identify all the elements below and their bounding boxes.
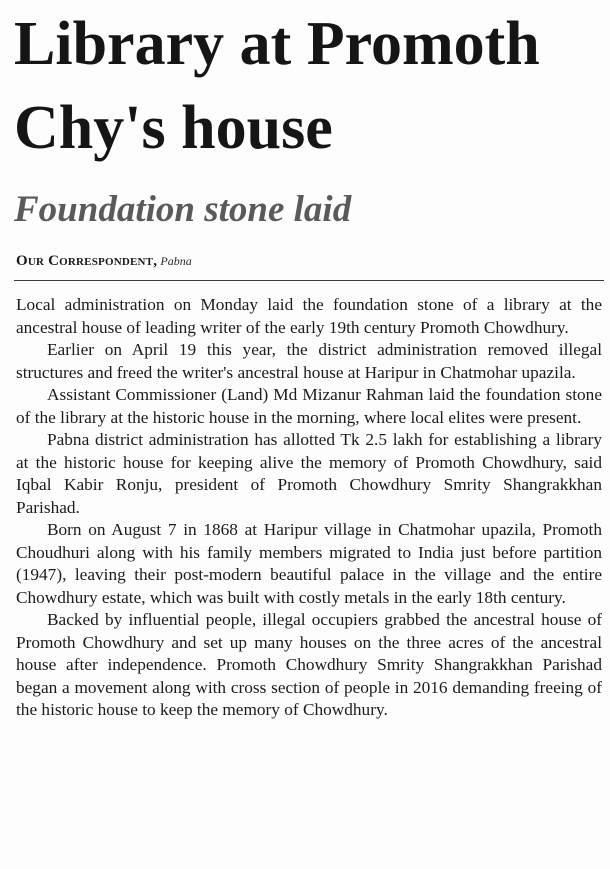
article-paragraph: Local administration on Monday laid the foundation stone of a library at the ancestral house of leading writer of the early 19th century Promoth Chowdhury. bbox=[16, 295, 602, 337]
byline-location: Pabna bbox=[160, 254, 192, 268]
byline-author: Our Correspondent, bbox=[16, 253, 158, 269]
headline bbox=[14, 2, 606, 170]
headline-line-2: Chy's house bbox=[14, 94, 333, 162]
byline-divider bbox=[14, 280, 604, 281]
headline-line-1: Library at Promoth bbox=[14, 10, 540, 78]
article-paragraph: Backed by influential people, illegal occupiers grabbed the ancestral house of Promoth Chowdhury and set up many houses on the three acres of the ancestral house after independence. Promoth Chowdhury Smrity Shangrakkhan Parishad began a movement along with cross section of people in 2016 demanding freeing of the historic house to keep the memory of Chowdhury. bbox=[16, 610, 602, 719]
article-paragraph: Born on August 7 in 1868 at Haripur village in Chatmohar upazila, Promoth Choudhuri along with his family members migrated to India just before partition (1947), leaving their post-modern beautiful palace in the village and the entire Chowdhury estate, which was built with costly metals in the early 18th century. bbox=[16, 520, 602, 607]
subheadline: Foundation stone laid bbox=[14, 189, 352, 230]
article-body bbox=[16, 294, 602, 722]
byline bbox=[16, 252, 192, 270]
article-paragraph: Earlier on April 19 this year, the district administration removed illegal structures and freed the writer's ancestral house at Haripur in Chatmohar upazila. bbox=[16, 340, 602, 382]
article-paragraph: Pabna district administration has allotted Tk 2.5 lakh for establishing a library at the historic house for keeping alive the memory of Promoth Chowdhury, said Iqbal Kabir Ronju, president of Promoth Chowdhury Smrity Shangrakkhan Parishad. bbox=[16, 430, 602, 517]
article-paragraph: Assistant Commissioner (Land) Md Mizanur Rahman laid the foundation stone of the library at the historic house in the morning, where local elites were present. bbox=[16, 385, 602, 427]
